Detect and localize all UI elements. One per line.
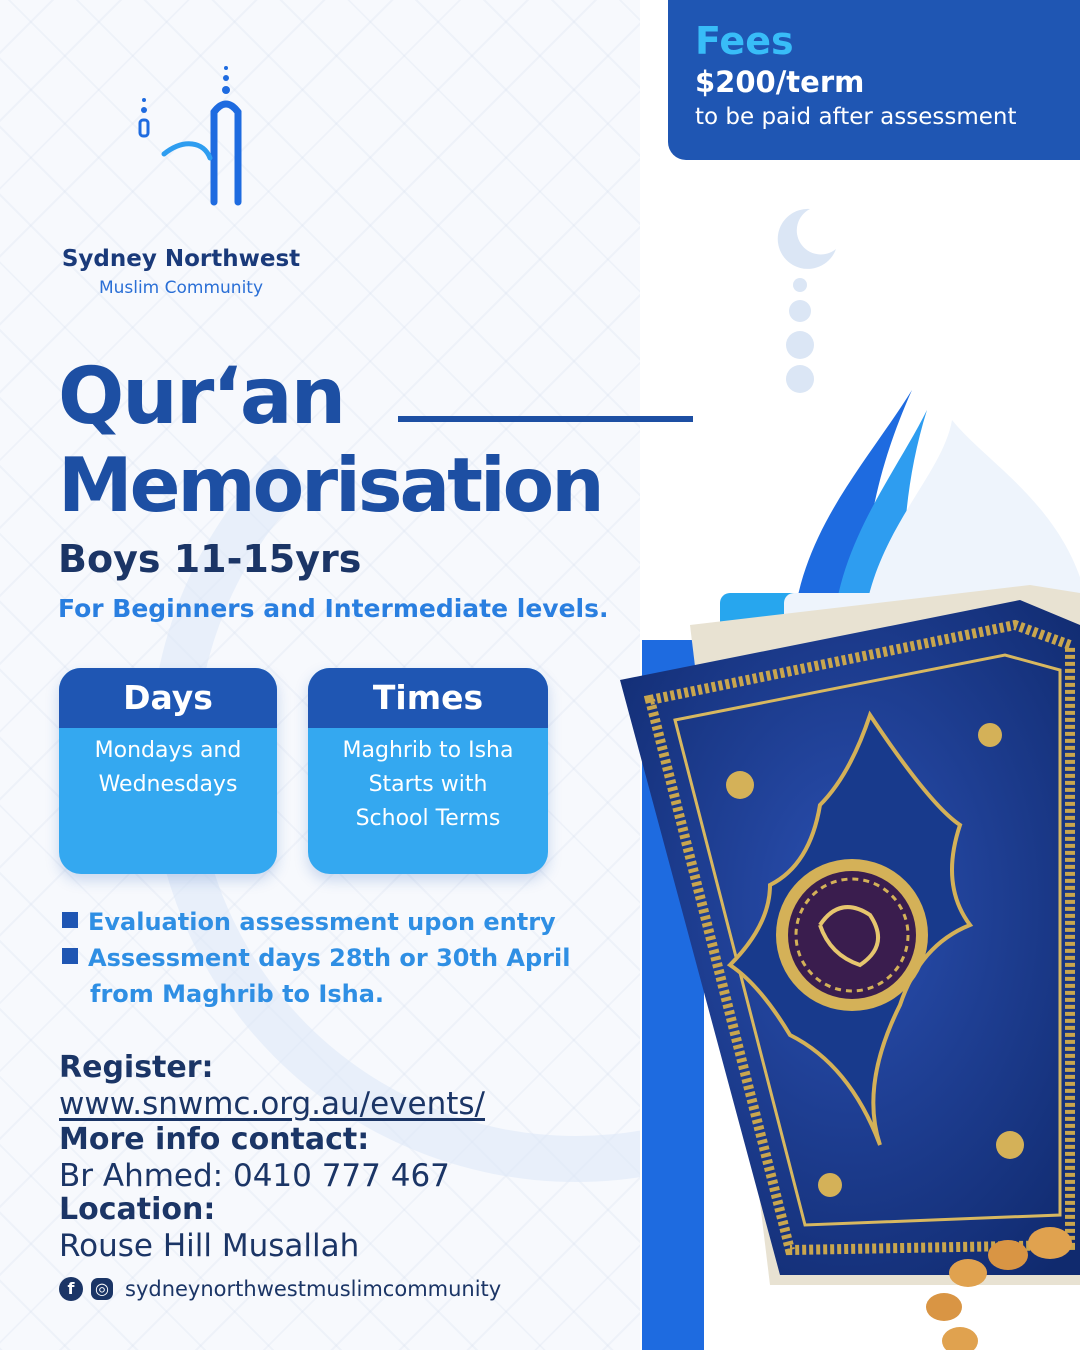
register-link[interactable]: www.snwmc.org.au/events/ <box>59 1086 485 1122</box>
days-line: Mondays and <box>94 738 242 763</box>
register-label: Register: <box>59 1050 214 1085</box>
headline-line-2: Memorisation <box>58 441 602 529</box>
info-label: More info contact: <box>59 1122 370 1157</box>
bullet-text: Evaluation assessment upon entry <box>88 908 556 936</box>
times-card-title: Times <box>308 668 548 728</box>
organization-name: Sydney Northwest <box>61 246 301 272</box>
times-card <box>308 668 548 874</box>
bullet-item <box>62 940 570 976</box>
prayer-beads-icon <box>900 1215 1080 1350</box>
fees-note: to be paid after assessment <box>695 104 1017 130</box>
location-label: Location: <box>59 1192 216 1227</box>
levels-text: For Beginners and Intermediate levels. <box>58 594 609 623</box>
times-line: Maghrib to Isha <box>342 738 514 763</box>
organization-subtitle: Muslim Community <box>98 278 264 298</box>
bullet-text: Assessment days 28th or 30th April <box>88 944 571 972</box>
social-row <box>59 1274 501 1304</box>
bullet-square-icon <box>62 948 78 964</box>
bullet-continuation: from Maghrib to Isha. <box>90 980 384 1008</box>
fees-box <box>668 0 1080 160</box>
days-card <box>59 668 277 874</box>
social-handle: sydneynorthwestmuslimcommunity <box>125 1277 502 1301</box>
mosque-logo-icon <box>104 62 264 232</box>
headline-rule <box>398 416 693 422</box>
days-line: Wednesdays <box>98 772 238 797</box>
crescent-decoration-icon <box>770 205 840 275</box>
bullet-square-icon <box>62 912 78 928</box>
bullet-item <box>62 904 556 940</box>
times-line: Starts with <box>368 772 488 797</box>
minaret-dots-decoration <box>770 275 830 395</box>
fees-title: Fees <box>695 19 794 63</box>
days-card-title: Days <box>59 668 277 728</box>
quran-book-icon <box>620 585 1080 1285</box>
times-line: School Terms <box>355 806 501 831</box>
headline-line-1: Qur‘an <box>58 352 345 442</box>
location-value: Rouse Hill Musallah <box>59 1228 360 1264</box>
fees-price: $200/term <box>695 65 865 99</box>
info-contact: Br Ahmed: 0410 777 467 <box>59 1158 450 1194</box>
audience-text: Boys 11-15yrs <box>58 537 362 581</box>
facebook-icon[interactable]: f <box>59 1277 83 1301</box>
instagram-icon[interactable]: ◎ <box>91 1278 113 1300</box>
